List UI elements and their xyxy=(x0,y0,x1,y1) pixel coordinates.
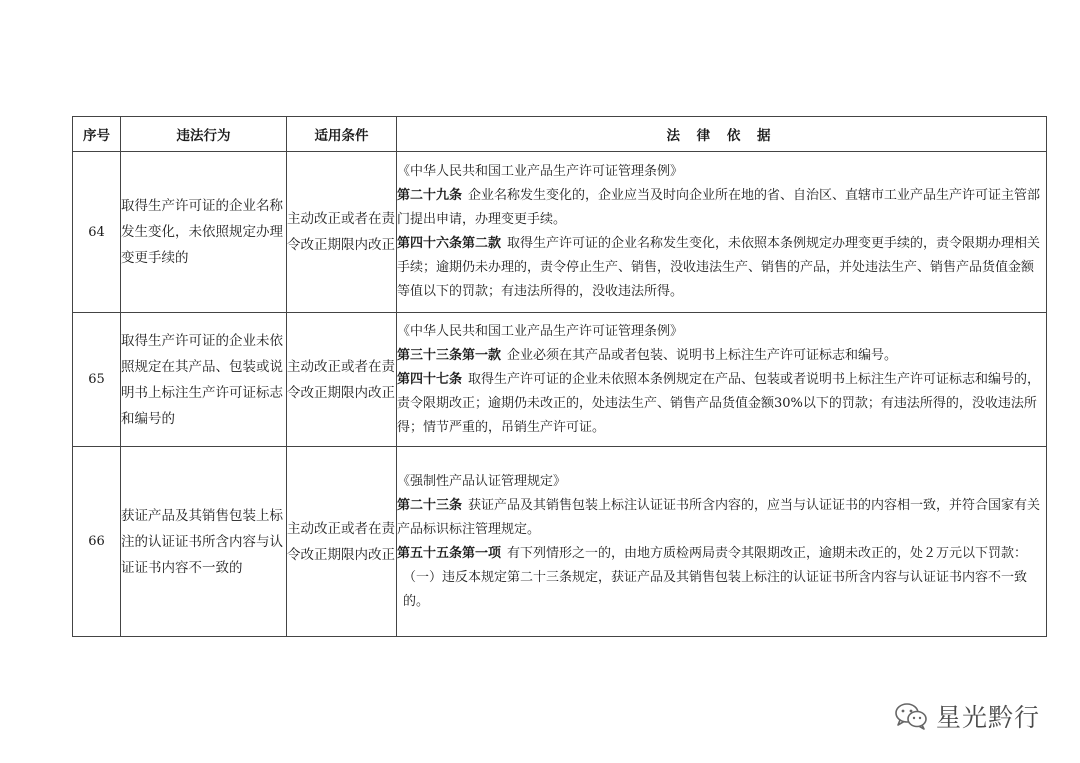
regulation-title: 《中华人民共和国工业产品生产许可证管理条例》 xyxy=(397,323,684,339)
row-violation: 取得生产许可证的企业未依照规定在其产品、包装或说明书上标注生产许可证标志和编号的 xyxy=(121,313,287,447)
article-number: 第四十七条 xyxy=(397,371,463,387)
article-text: 企业名称发生变化的，企业应当及时向企业所在地的省、自治区、直辖市工业产品生产许可证主管部门提出申请，办理变更手续。 xyxy=(397,188,1041,227)
header-violation: 违法行为 xyxy=(121,117,287,152)
article-number: 第五十五条第一项 xyxy=(397,545,502,561)
article-item: （一）违反本规定第二十三条规定，获证产品及其销售包装上标注的认证证书所含内容与认证证书内容不一致的。 xyxy=(403,569,1028,609)
header-seq: 序号 xyxy=(73,117,121,152)
header-condition: 适用条件 xyxy=(287,117,397,152)
regulation-title: 《强制性产品认证管理规定》 xyxy=(397,473,567,489)
article-text: 有下列情形之一的，由地方质检两局责令其限期改正，逾期未改正的，处２万元以下罚款： xyxy=(507,545,1028,561)
article-text: 企业必须在其产品或者包装、说明书上标注生产许可证标志和编号。 xyxy=(507,347,898,363)
article-number: 第二十三条 xyxy=(397,497,463,513)
row-seq: 65 xyxy=(73,313,121,447)
law-table xyxy=(72,116,1047,637)
row-condition: 主动改正或者在责令改正期限内改正 xyxy=(287,152,397,313)
regulation-title: 《中华人民共和国工业产品生产许可证管理条例》 xyxy=(397,164,684,179)
table-row xyxy=(73,152,1047,313)
wechat-icon xyxy=(894,702,928,730)
row-seq: 64 xyxy=(73,152,121,313)
table-row xyxy=(73,313,1047,447)
article-paragraph xyxy=(397,542,1046,566)
article-text: 取得生产许可证的企业名称发生变化，未依照本条例规定办理变更手续的，责令限期办理相关手续；逾期仍未办理的，责令停止生产、销售，没收违法生产、销售的产品，并处违法生产、销售产品货值金额等值以下的罚款；有违法所得的，没收违法所得。 xyxy=(397,236,1041,299)
row-legal-basis xyxy=(397,313,1047,447)
row-violation: 取得生产许可证的企业名称发生变化，未依照规定办理变更手续的 xyxy=(121,152,287,313)
row-condition: 主动改正或者在责令改正期限内改正 xyxy=(287,313,397,447)
article-paragraph xyxy=(397,232,1046,304)
article-text: 取得生产许可证的企业未依照本条例规定在产品、包装或者说明书上标注生产许可证标志和编号的，责令限期改正；逾期仍未改正的，处违法生产、销售产品货值金额30%以下的罚款；有违法所得的，没收违法所得；情节严重的，吊销生产许可证。 xyxy=(397,371,1041,435)
article-paragraph xyxy=(397,344,1046,368)
row-legal-basis xyxy=(397,152,1047,313)
table-row xyxy=(73,447,1047,637)
article-text: 获证产品及其销售包装上标注认证证书所含内容的，应当与认证证书的内容相一致，并符合国家有关产品标识标注管理规定。 xyxy=(397,497,1041,537)
row-condition: 主动改正或者在责令改正期限内改正 xyxy=(287,447,397,637)
article-number: 第三十三条第一款 xyxy=(397,347,502,363)
article-number: 第二十九条 xyxy=(397,188,463,203)
row-legal-basis xyxy=(397,447,1047,637)
article-paragraph xyxy=(397,368,1046,440)
article-number: 第四十六条第二款 xyxy=(397,236,502,251)
article-paragraph xyxy=(397,494,1046,542)
row-seq: 66 xyxy=(73,447,121,637)
table-header-row xyxy=(73,117,1047,152)
row-violation: 获证产品及其销售包装上标注的认证证书所含内容与认证证书内容不一致的 xyxy=(121,447,287,637)
watermark-text: 星光黔行 xyxy=(936,703,1041,732)
watermark xyxy=(894,698,1040,734)
header-basis: 法 律 依 据 xyxy=(397,117,1047,152)
article-paragraph xyxy=(397,184,1046,232)
